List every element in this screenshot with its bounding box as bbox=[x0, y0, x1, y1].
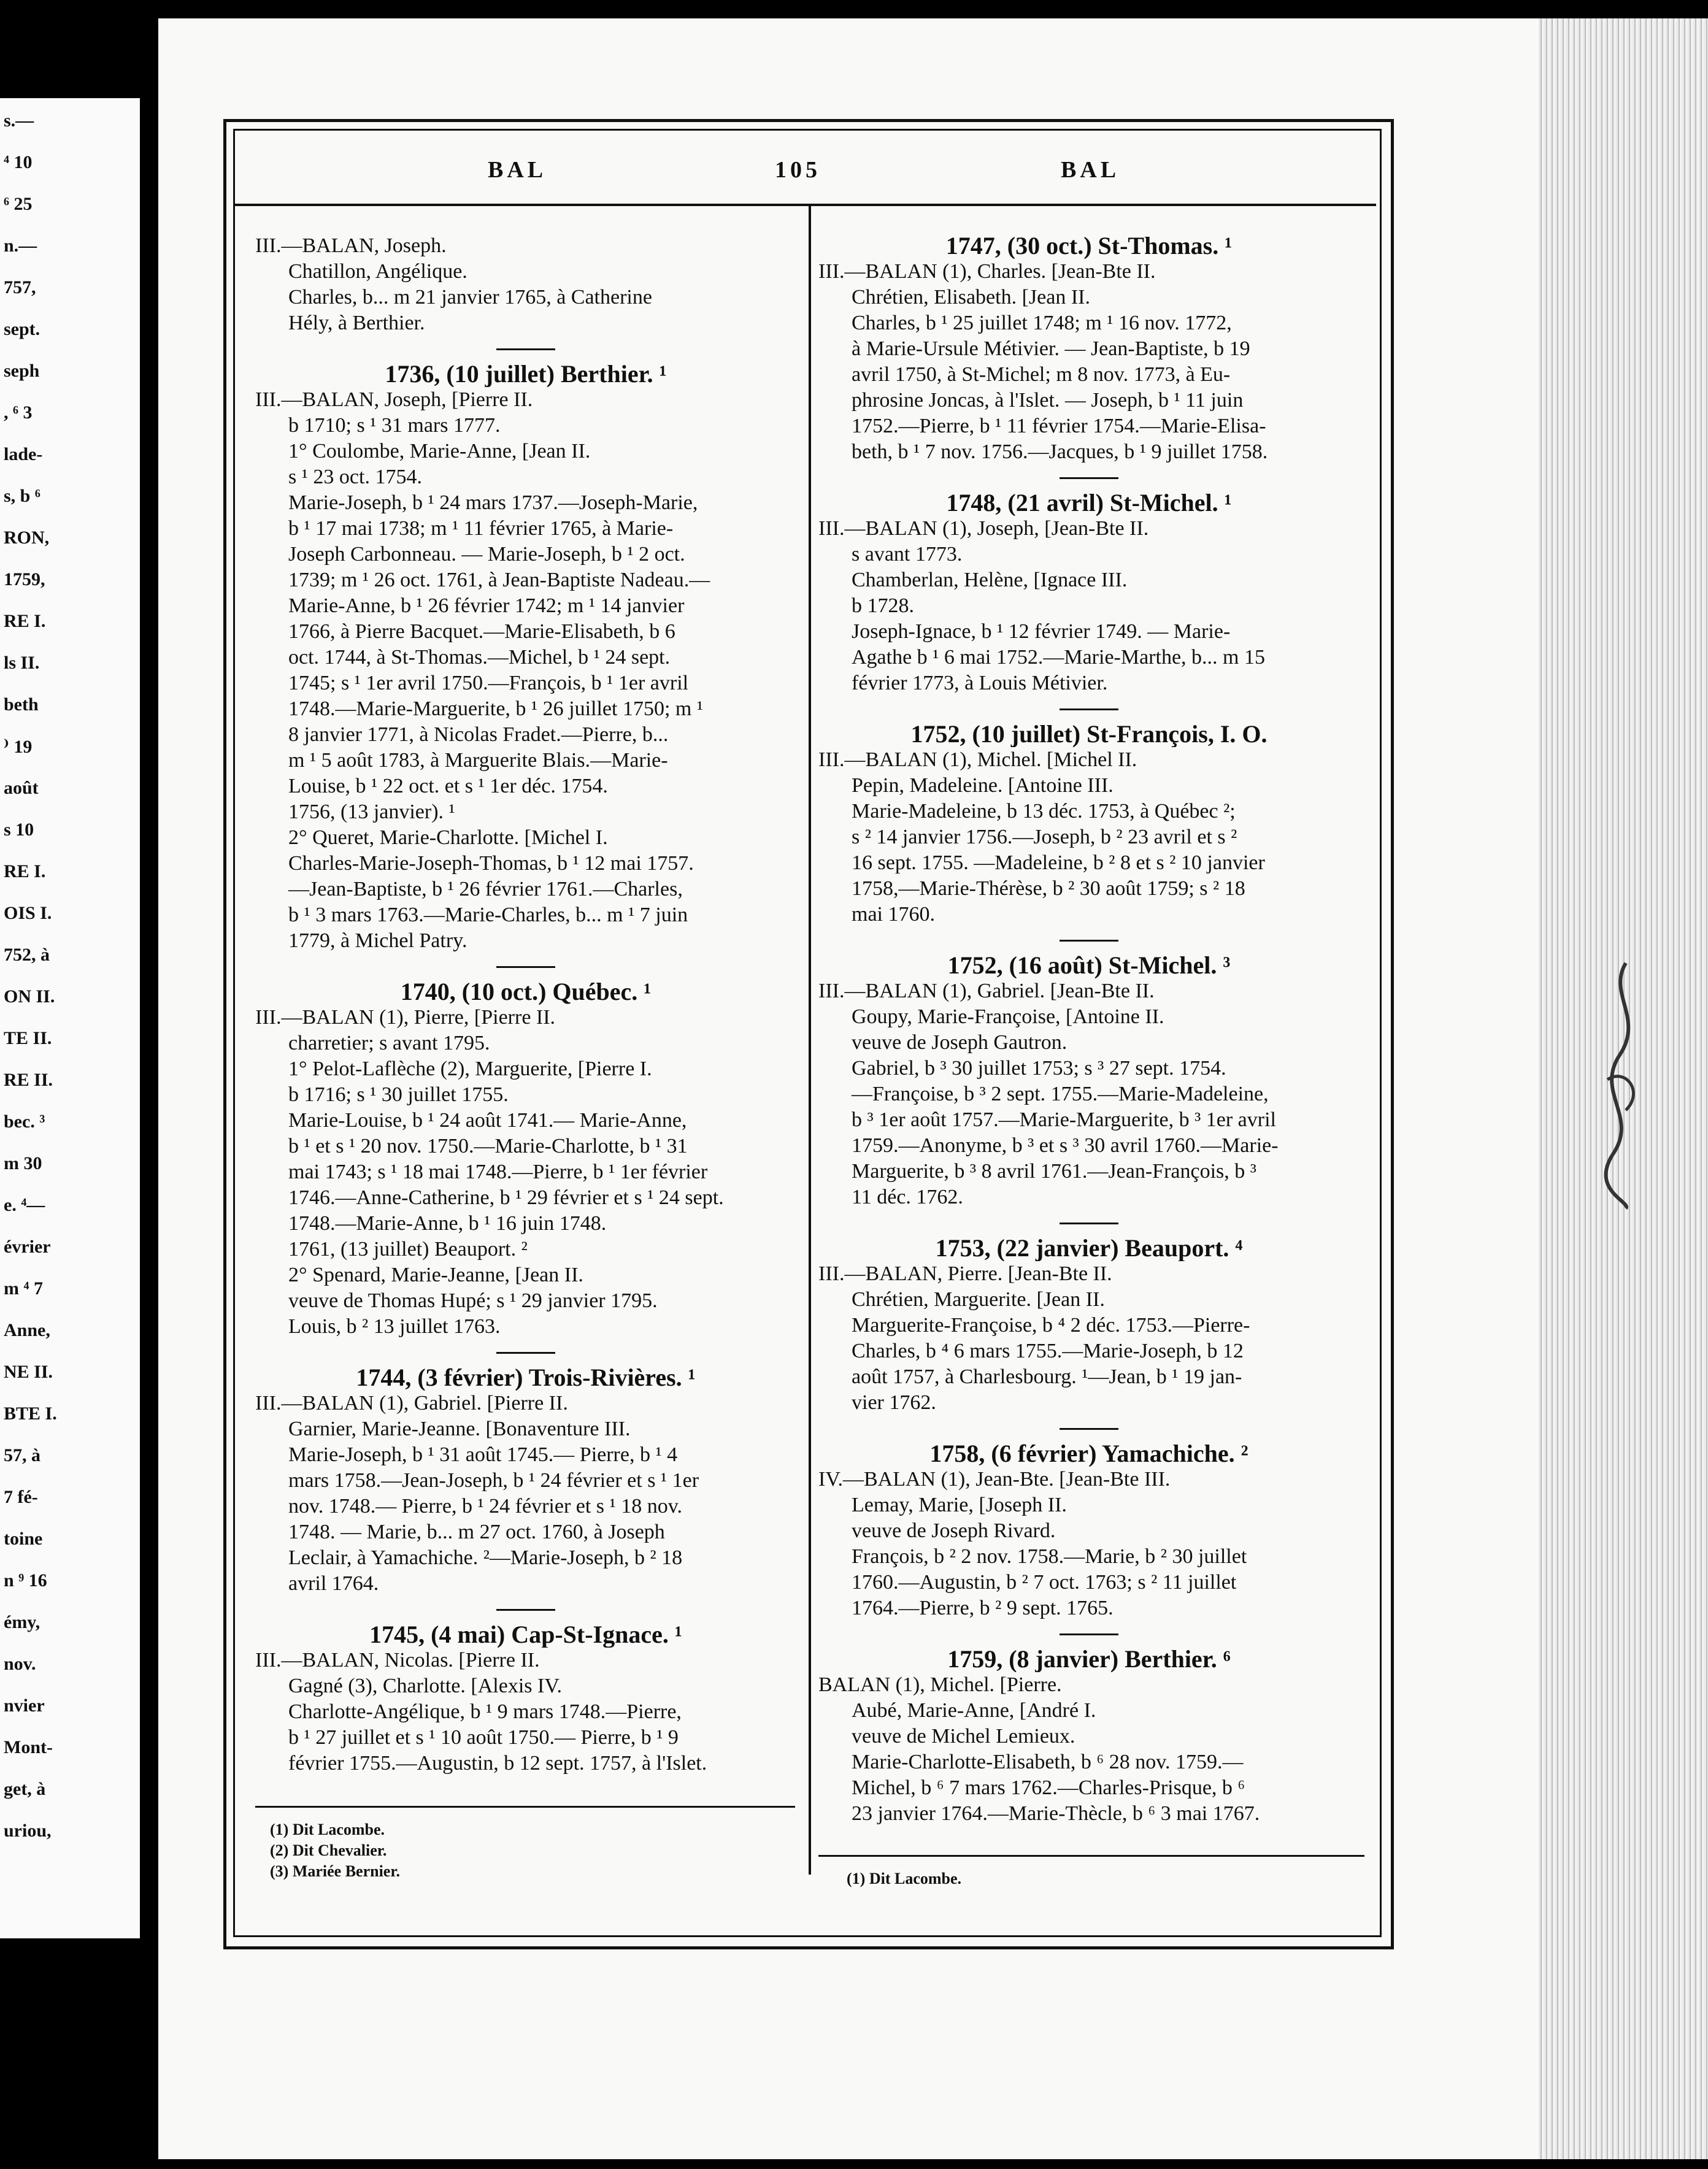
entry-heading: 1758, (6 février) Yamachiche. ² bbox=[929, 1441, 1248, 1467]
entry-heading: 1752, (10 juillet) St-François, I. O. bbox=[910, 721, 1268, 747]
entry-heading: 1753, (22 janvier) Beauport. ⁴ bbox=[935, 1235, 1243, 1261]
adjacent-page-text: nov. bbox=[4, 1654, 36, 1674]
entry-line: Joseph Carbonneau. — Marie-Joseph, b ¹ 2 oct. bbox=[288, 543, 685, 566]
entry-line: Leclair, à Yamachiche. ²—Marie-Joseph, b ² 18 bbox=[288, 1546, 683, 1569]
entry-heading: 1752, (16 août) St-Michel. ³ bbox=[947, 953, 1231, 978]
entry-line: Charlotte-Angélique, b ¹ 9 mars 1748.—Pierre, bbox=[288, 1700, 682, 1723]
entry-separator bbox=[1060, 1633, 1118, 1635]
entry-line: 1756, (13 janvier). ¹ bbox=[288, 800, 455, 823]
adjacent-page-text: m 30 bbox=[4, 1153, 42, 1173]
entry-line: 1746.—Anne-Catherine, b ¹ 29 février et s ¹ 24 sept. bbox=[288, 1186, 724, 1209]
adjacent-page-text: , ⁶ 3 bbox=[4, 402, 33, 423]
entry-line: BALAN (1), Michel. [Pierre. bbox=[818, 1673, 1062, 1696]
entry-line: b ¹ 27 juillet et s ¹ 10 août 1750.— Pierre, b ¹ 9 bbox=[288, 1726, 679, 1749]
entry-line: oct. 1744, à St-Thomas.—Michel, b ¹ 24 sept. bbox=[288, 646, 671, 669]
adjacent-page-text: s, b ⁶ bbox=[4, 486, 40, 506]
adjacent-page-text: ON II. bbox=[4, 986, 55, 1007]
entry-line: avril 1764. bbox=[288, 1572, 379, 1595]
footnote-rule-left bbox=[255, 1806, 795, 1808]
entry-line: b ¹ 3 mars 1763.—Marie-Charles, b... m ¹ 7 juin bbox=[288, 904, 688, 926]
entry-line: 1752.—Pierre, b ¹ 11 février 1754.—Marie-Elisa- bbox=[852, 415, 1266, 437]
entry-line: François, b ² 2 nov. 1758.—Marie, b ² 30 juillet bbox=[852, 1545, 1247, 1568]
entry-line: b ³ 1er août 1757.—Marie-Marguerite, b ³ 1er avril bbox=[852, 1108, 1276, 1131]
adjacent-page-text: RON, bbox=[4, 528, 50, 548]
adjacent-page-text: toine bbox=[4, 1529, 43, 1549]
entry-line: s ² 14 janvier 1756.—Joseph, b ² 23 avril et s ² bbox=[852, 826, 1237, 848]
entry-line: avril 1750, à St-Michel; m 8 nov. 1773, à Eu- bbox=[852, 363, 1231, 386]
footnote-rule-right bbox=[818, 1855, 1364, 1857]
entry-line: 1761, (13 juillet) Beauport. ² bbox=[288, 1238, 528, 1261]
adjacent-page-text: n ⁹ 16 bbox=[4, 1570, 47, 1591]
entry-line: Hély, à Berthier. bbox=[288, 312, 425, 334]
adjacent-page-text: e. ⁴— bbox=[4, 1195, 45, 1215]
entry-separator bbox=[1060, 477, 1118, 479]
adjacent-page-text: lade- bbox=[4, 444, 43, 464]
entry-line: 1748. — Marie, b... m 27 oct. 1760, à Joseph bbox=[288, 1521, 665, 1543]
entry-heading: 1745, (4 mai) Cap-St-Ignace. ¹ bbox=[369, 1622, 682, 1648]
entry-line: 1766, à Pierre Bacquet.—Marie-Elisabeth, b 6 bbox=[288, 620, 675, 643]
entry-line: février 1773, à Louis Métivier. bbox=[852, 672, 1108, 694]
adjacent-page-text: Anne, bbox=[4, 1320, 50, 1340]
entry-line: s avant 1773. bbox=[852, 543, 963, 566]
entry-separator bbox=[496, 348, 555, 350]
adjacent-page-text: uriou, bbox=[4, 1821, 52, 1841]
adjacent-page-text: nvier bbox=[4, 1695, 45, 1716]
entry-line: 1779, à Michel Patry. bbox=[288, 929, 467, 952]
entry-line: s ¹ 23 oct. 1754. bbox=[288, 466, 422, 488]
entry-line: Aubé, Marie-Anne, [André I. bbox=[852, 1699, 1096, 1722]
handwritten-mark bbox=[1589, 957, 1663, 1215]
entry-line: Chatillon, Angélique. bbox=[288, 260, 467, 283]
entry-line: veuve de Thomas Hupé; s ¹ 29 janvier 1795. bbox=[288, 1289, 658, 1312]
footnotes-right bbox=[847, 1868, 961, 1889]
entry-line: veuve de Michel Lemieux. bbox=[852, 1725, 1075, 1748]
entry-line: charretier; s avant 1795. bbox=[288, 1032, 490, 1054]
entry-line: Marguerite, b ³ 8 avril 1761.—Jean-François, b ³ bbox=[852, 1160, 1256, 1183]
entry-heading: 1759, (8 janvier) Berthier. ⁶ bbox=[947, 1646, 1231, 1672]
entry-line: Pepin, Madeleine. [Antoine III. bbox=[852, 774, 1114, 797]
entry-separator bbox=[1060, 1428, 1118, 1430]
adjacent-page-text: seph bbox=[4, 361, 40, 381]
left-column bbox=[255, 233, 796, 1781]
entry-line: veuve de Joseph Gautron. bbox=[852, 1031, 1068, 1054]
genealogy-entry bbox=[255, 233, 796, 336]
entry-line: mars 1758.—Jean-Joseph, b ¹ 24 février et s ¹ 1er bbox=[288, 1469, 699, 1492]
entry-line: février 1755.—Augustin, b 12 sept. 1757, à l'Islet. bbox=[288, 1752, 707, 1775]
entry-line: 1° Pelot-Laflèche (2), Marguerite, [Pierre I. bbox=[288, 1058, 652, 1080]
adjacent-page-text: 752, à bbox=[4, 945, 50, 965]
adjacent-page-text: OIS I. bbox=[4, 903, 52, 923]
entry-line: 1759.—Anonyme, b ³ et s ³ 30 avril 1760.—Marie- bbox=[852, 1134, 1279, 1157]
adjacent-page-text: n.— bbox=[4, 236, 37, 256]
entry-line: Agathe b ¹ 6 mai 1752.—Marie-Marthe, b... m 15 bbox=[852, 646, 1265, 669]
adjacent-page-text: RE I. bbox=[4, 611, 46, 631]
entry-line: 1739; m ¹ 26 oct. 1761, à Jean-Baptiste Nadeau.— bbox=[288, 569, 710, 591]
entry-line: 1758,—Marie-Thérèse, b ² 30 août 1759; s ² 18 bbox=[852, 877, 1245, 900]
entry-line: mai 1760. bbox=[852, 903, 935, 926]
entry-line: b ¹ 17 mai 1738; m ¹ 11 février 1765, à Marie- bbox=[288, 517, 674, 540]
entry-line: août 1757, à Charlesbourg. ¹—Jean, b ¹ 19 jan- bbox=[852, 1365, 1242, 1388]
entry-separator bbox=[496, 1609, 555, 1611]
adjacent-page-text: TE II. bbox=[4, 1028, 52, 1048]
entry-heading: 1747, (30 oct.) St-Thomas. ¹ bbox=[945, 233, 1233, 259]
adjacent-page-text: m ⁴ 7 bbox=[4, 1278, 43, 1299]
adjacent-page-text: ⁶ 25 bbox=[4, 194, 33, 214]
entry-line: III.—BALAN, Joseph, [Pierre II. bbox=[255, 388, 533, 411]
entry-line: Marie-Anne, b ¹ 26 février 1742; m ¹ 14 janvier bbox=[288, 594, 685, 617]
genealogy-entry bbox=[818, 233, 1360, 465]
entry-line: Marie-Madeleine, b 13 déc. 1753, à Québec ²; bbox=[852, 800, 1236, 823]
adjacent-page-fragment bbox=[0, 98, 140, 1938]
entry-line: 1748.—Marie-Marguerite, b ¹ 26 juillet 1750; m ¹ bbox=[288, 697, 704, 720]
entry-line: 23 janvier 1764.—Marie-Thècle, b ⁶ 3 mai 1767. bbox=[852, 1802, 1260, 1825]
genealogy-entry bbox=[818, 953, 1360, 1210]
right-column bbox=[818, 233, 1360, 1832]
entry-separator bbox=[1060, 708, 1118, 710]
entry-line: 2° Spenard, Marie-Jeanne, [Jean II. bbox=[288, 1264, 583, 1286]
entry-line: phrosine Joncas, à l'Islet. — Joseph, b ¹ 11 juin bbox=[852, 389, 1244, 412]
adjacent-page-text: août bbox=[4, 778, 39, 798]
adjacent-page-text: Mont- bbox=[4, 1737, 53, 1757]
entry-line: III.—BALAN (1), Gabriel. [Jean-Bte II. bbox=[818, 980, 1155, 1002]
entry-heading: 1748, (21 avril) St-Michel. ¹ bbox=[946, 490, 1232, 516]
entry-line: Marguerite-Françoise, b ⁴ 2 déc. 1753.—Pierre- bbox=[852, 1314, 1250, 1337]
entry-line: III.—BALAN, Pierre. [Jean-Bte II. bbox=[818, 1262, 1112, 1285]
entry-line: beth, b ¹ 7 nov. 1756.—Jacques, b ¹ 9 juillet 1758. bbox=[852, 440, 1268, 463]
adjacent-page-text: 57, à bbox=[4, 1445, 40, 1465]
adjacent-page-text: 1759, bbox=[4, 569, 45, 589]
adjacent-page-text: s.— bbox=[4, 110, 34, 131]
running-header bbox=[235, 131, 1376, 204]
entry-line: Charles-Marie-Joseph-Thomas, b ¹ 12 mai 1757. bbox=[288, 852, 694, 875]
footnote: (1) Dit Lacombe. bbox=[270, 1821, 385, 1838]
entry-line: III.—BALAN, Nicolas. [Pierre II. bbox=[255, 1649, 540, 1672]
page-number: 105 bbox=[775, 157, 821, 183]
adjacent-page-text: beth bbox=[4, 694, 39, 715]
entry-line: vier 1762. bbox=[852, 1391, 936, 1414]
header-left-term: BAL bbox=[488, 157, 547, 183]
genealogy-entry bbox=[255, 361, 796, 954]
genealogy-entry bbox=[818, 1235, 1360, 1416]
entry-line: 16 sept. 1755. —Madeleine, b ² 8 et s ² 10 janvier bbox=[852, 851, 1265, 874]
entry-heading: 1744, (3 février) Trois-Rivières. ¹ bbox=[356, 1365, 696, 1391]
adjacent-page-text: bec. ³ bbox=[4, 1111, 45, 1132]
entry-line: Marie-Charlotte-Elisabeth, b ⁶ 28 nov. 1759.— bbox=[852, 1751, 1244, 1773]
entry-line: III.—BALAN (1), Joseph, [Jean-Bte II. bbox=[818, 517, 1149, 540]
entry-line: Goupy, Marie-Françoise, [Antoine II. bbox=[852, 1005, 1164, 1028]
entry-line: 1° Coulombe, Marie-Anne, [Jean II. bbox=[288, 440, 591, 463]
genealogy-entry bbox=[818, 490, 1360, 696]
footnote: (1) Dit Lacombe. bbox=[847, 1870, 962, 1887]
entry-line: Louise, b ¹ 22 oct. et s ¹ 1er déc. 1754. bbox=[288, 775, 608, 797]
footnote: (2) Dit Chevalier. bbox=[270, 1841, 387, 1859]
entry-separator bbox=[1060, 1223, 1118, 1224]
genealogy-entry bbox=[255, 1365, 796, 1597]
genealogy-entry bbox=[255, 979, 796, 1340]
adjacent-page-text: évrier bbox=[4, 1237, 51, 1257]
entry-line: —Françoise, b ³ 2 sept. 1755.—Marie-Madeleine, bbox=[852, 1083, 1269, 1105]
genealogy-entry bbox=[255, 1622, 796, 1776]
adjacent-page-text: s 10 bbox=[4, 820, 34, 840]
entry-line: Marie-Louise, b ¹ 24 août 1741.— Marie-Anne, bbox=[288, 1109, 687, 1132]
entry-separator bbox=[496, 1352, 555, 1354]
entry-line: Lemay, Marie, [Joseph II. bbox=[852, 1494, 1067, 1516]
entry-line: b 1716; s ¹ 30 juillet 1755. bbox=[288, 1083, 509, 1106]
entry-line: 2° Queret, Marie-Charlotte. [Michel I. bbox=[288, 826, 608, 849]
entry-line: mai 1743; s ¹ 18 mai 1748.—Pierre, b ¹ 1er février bbox=[288, 1161, 708, 1183]
adjacent-page-text: ls II. bbox=[4, 653, 40, 673]
adjacent-page-text: sept. bbox=[4, 319, 40, 339]
entry-line: —Jean-Baptiste, b ¹ 26 février 1761.—Charles, bbox=[288, 878, 683, 900]
entry-separator bbox=[1060, 940, 1118, 942]
entry-line: III.—BALAN (1), Charles. [Jean-Bte II. bbox=[818, 260, 1156, 283]
header-rule bbox=[235, 204, 1376, 206]
entry-line: b 1728. bbox=[852, 594, 914, 617]
entry-line: 1745; s ¹ 1er avril 1750.—François, b ¹ 1er avril bbox=[288, 672, 689, 694]
entry-line: III.—BALAN, Joseph. bbox=[255, 234, 447, 257]
entry-line: b ¹ et s ¹ 20 nov. 1750.—Marie-Charlotte, b ¹ 31 bbox=[288, 1135, 688, 1157]
entry-line: IV.—BALAN (1), Jean-Bte. [Jean-Bte III. bbox=[818, 1468, 1171, 1491]
entry-line: à Marie-Ursule Métivier. — Jean-Baptiste, b 19 bbox=[852, 337, 1250, 360]
entry-line: III.—BALAN (1), Pierre, [Pierre II. bbox=[255, 1006, 556, 1029]
footnote: (3) Mariée Bernier. bbox=[270, 1862, 400, 1880]
entry-line: b 1710; s ¹ 31 mars 1777. bbox=[288, 414, 501, 437]
adjacent-page-text: ⁾ 19 bbox=[4, 737, 33, 757]
entry-separator bbox=[496, 966, 555, 968]
entry-heading: 1736, (10 juillet) Berthier. ¹ bbox=[385, 361, 667, 387]
entry-line: Gagné (3), Charlotte. [Alexis IV. bbox=[288, 1675, 562, 1697]
adjacent-page-text: 7 fé- bbox=[4, 1487, 38, 1507]
entry-heading: 1740, (10 oct.) Québec. ¹ bbox=[400, 979, 652, 1005]
entry-line: 1760.—Augustin, b ² 7 oct. 1763; s ² 11 juillet bbox=[852, 1571, 1237, 1594]
adjacent-page-text: RE II. bbox=[4, 1070, 53, 1090]
adjacent-page-text: émy, bbox=[4, 1612, 40, 1632]
adjacent-page-text: BTE I. bbox=[4, 1403, 57, 1424]
entry-line: Charles, b ⁴ 6 mars 1755.—Marie-Joseph, b 12 bbox=[852, 1340, 1244, 1362]
entry-line: Marie-Joseph, b ¹ 31 août 1745.— Pierre, b ¹ 4 bbox=[288, 1443, 678, 1466]
entry-line: Marie-Joseph, b ¹ 24 mars 1737.—Joseph-Marie, bbox=[288, 491, 698, 514]
genealogy-entry bbox=[818, 1646, 1360, 1827]
entry-line: Chamberlan, Helène, [Ignace III. bbox=[852, 569, 1128, 591]
genealogy-entry bbox=[818, 721, 1360, 927]
entry-line: III.—BALAN (1), Michel. [Michel II. bbox=[818, 748, 1137, 771]
entry-line: 1764.—Pierre, b ² 9 sept. 1765. bbox=[852, 1597, 1114, 1619]
adjacent-page-text: NE II. bbox=[4, 1362, 53, 1382]
entry-line: 1748.—Marie-Anne, b ¹ 16 juin 1748. bbox=[288, 1212, 607, 1235]
entry-line: 8 janvier 1771, à Nicolas Fradet.—Pierre, b... bbox=[288, 723, 669, 746]
entry-line: Chrétien, Elisabeth. [Jean II. bbox=[852, 286, 1090, 309]
adjacent-page-text: 757, bbox=[4, 277, 36, 298]
entry-line: Louis, b ² 13 juillet 1763. bbox=[288, 1315, 501, 1338]
entry-line: Chrétien, Marguerite. [Jean II. bbox=[852, 1288, 1105, 1311]
genealogy-entry bbox=[818, 1441, 1360, 1621]
entry-line: Michel, b ⁶ 7 mars 1762.—Charles-Prisque, b ⁶ bbox=[852, 1776, 1245, 1799]
entry-line: Gabriel, b ³ 30 juillet 1753; s ³ 27 sept. 1754. bbox=[852, 1057, 1226, 1080]
entry-line: veuve de Joseph Rivard. bbox=[852, 1519, 1056, 1542]
entry-line: 11 déc. 1762. bbox=[852, 1186, 963, 1208]
entry-line: Charles, b ¹ 25 juillet 1748; m ¹ 16 nov. 1772, bbox=[852, 312, 1232, 334]
entry-line: m ¹ 5 août 1783, à Marguerite Blais.—Marie- bbox=[288, 749, 668, 772]
column-divider bbox=[809, 206, 811, 1875]
entry-line: Joseph-Ignace, b ¹ 12 février 1749. — Marie- bbox=[852, 620, 1231, 643]
adjacent-page-text: RE I. bbox=[4, 861, 46, 881]
header-right-term: BAL bbox=[1061, 157, 1120, 183]
adjacent-page-text: ⁴ 10 bbox=[4, 152, 33, 172]
footnotes-left bbox=[270, 1819, 400, 1882]
entry-line: nov. 1748.— Pierre, b ¹ 24 février et s ¹ 18 nov. bbox=[288, 1495, 683, 1518]
entry-line: Charles, b... m 21 janvier 1765, à Catherine bbox=[288, 286, 652, 309]
adjacent-page-text: get, à bbox=[4, 1779, 46, 1799]
entry-line: III.—BALAN (1), Gabriel. [Pierre II. bbox=[255, 1392, 568, 1415]
entry-line: Garnier, Marie-Jeanne. [Bonaventure III. bbox=[288, 1418, 631, 1440]
